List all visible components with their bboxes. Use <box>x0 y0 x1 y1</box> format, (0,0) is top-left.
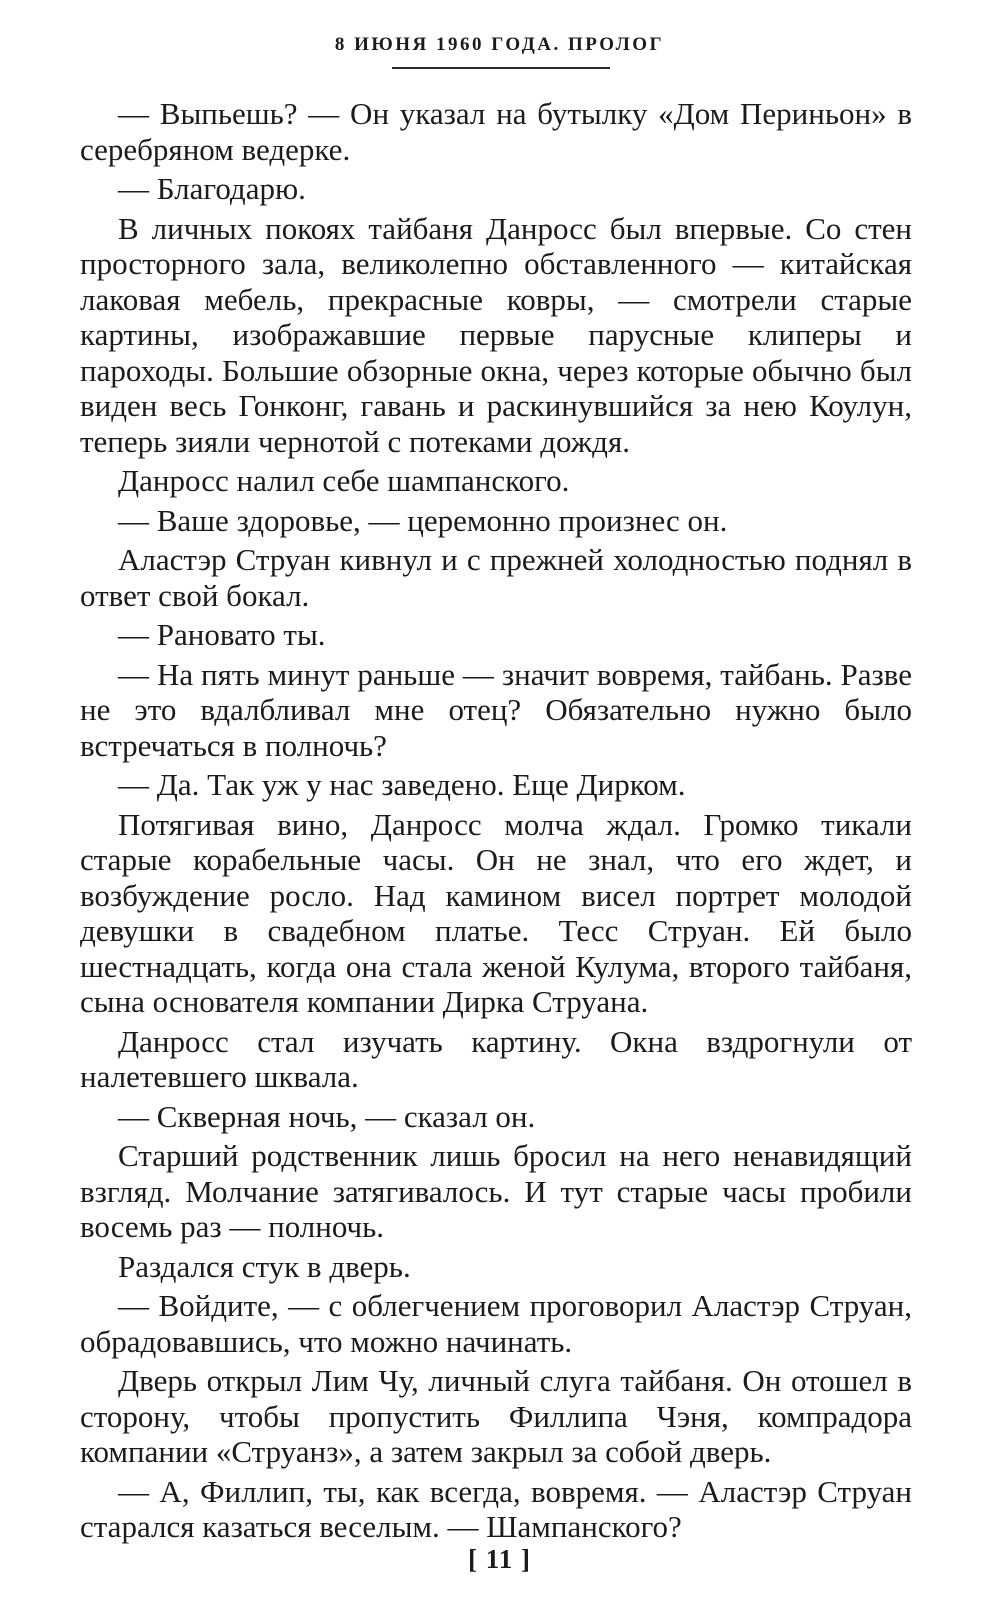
paragraph: — Скверная ночь, — сказал он. <box>118 1098 536 1134</box>
paragraph: — На пять минут раньше — значит вовремя, тайбань. Разве не это вдалбливал мне отец? Обязательно нужно было встречаться в полночь? <box>80 656 912 763</box>
paragraph: — Ваше здоровье, — церемонно произнес он. <box>118 502 728 538</box>
page-number: [ 11 ] <box>468 1544 531 1574</box>
header-rule <box>392 67 610 69</box>
paragraph: Данросс налил себе шампанского. <box>118 463 570 498</box>
paragraph: Данросс стал изучать картину. Окна вздрогнули от налетевшего шквала. <box>80 1023 912 1094</box>
body-text <box>80 96 912 1549</box>
paragraph: — Да. Так уж у нас заведено. Еще Дирком. <box>118 767 686 802</box>
paragraph: Дверь открыл Лим Чу, личный слуга тайбаня. Он отошел в сторону, чтобы пропустить Филлипа Чэня, компрадора компании «Струанз», а затем закрыл за собой дверь. <box>80 1363 912 1469</box>
paragraph: В личных покоях тайбаня Данросс был впервые. Со стен просторного зала, великолепно обставленного — китайская лаковая мебель, прекрасные ковры, — смотрели старые картины, изображавшие первые парусные клиперы и пароходы. Большие обзорные окна, через которые обычно был виден весь Гонконг, гавань и раскинувшийся за нею Коулун, теперь зияли чернотой с потеками дождя. <box>80 210 912 459</box>
paragraph: — Благодарю. <box>118 171 306 206</box>
paragraph: Старший родственник лишь бросил на него ненавидящий взгляд. Молчание затягивалось. И тут старые часы пробили восемь раз — полночь. <box>80 1138 912 1244</box>
paragraph: Раздался стук в дверь. <box>118 1248 411 1284</box>
running-title: 8 ИЮНЯ 1960 ГОДА. ПРОЛОГ <box>334 34 665 55</box>
paragraph: — А, Филлип, ты, как всегда, вовремя. — Аластэр Струан старался казаться веселым. — Шампанского? <box>80 1473 912 1544</box>
paragraph: — Войдите, — с облегчением проговорил Аластэр Струан, обрадовавшись, что можно начинать. <box>80 1288 912 1359</box>
paragraph: Аластэр Струан кивнул и с прежней холодностью поднял в ответ свой бокал. <box>80 542 912 613</box>
paragraph: Потягивая вино, Данросс молча ждал. Громко тикали старые корабельные часы. Он не знал, что его ждет, и возбуждение росло. Над камином висел портрет молодой девушки в свадебном платье. Тесс Струан. Ей было шестнадцать, когда она стала женой Кулума, второго тайбаня, сына основателя компании Дирка Струана. <box>80 806 912 1019</box>
paragraph: — Рановато ты. <box>118 617 326 652</box>
paragraph: — Выпьешь? — Он указал на бутылку «Дом Периньон» в серебряном ведерке. <box>80 96 912 167</box>
